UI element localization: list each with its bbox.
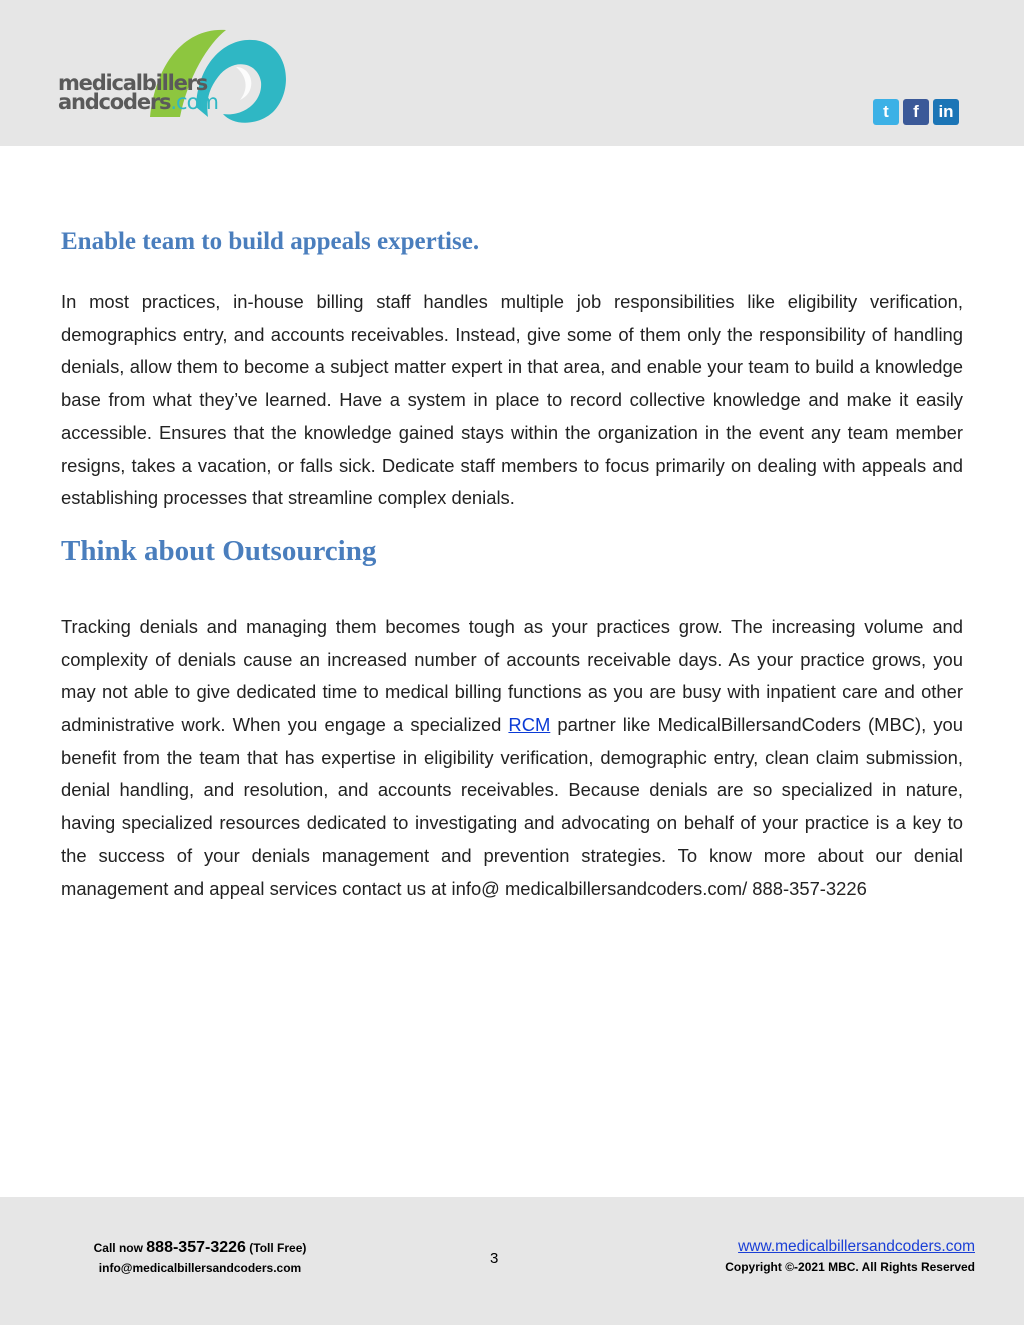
logo-line-2-text: andcoders: [58, 90, 171, 114]
outsourcing-text-before-link: Tracking denials and managing them becomes tough as your practices grow. The increasing volume and complexity of denials cause an increased number of accounts receivable days. As your practice grows, you may not able to give dedicated time to medical billing functions as you are busy with inpatient care and other administrative work. When you engage a specialized: [61, 615, 963, 736]
company-logo[interactable]: [58, 22, 293, 132]
toll-free-label: (Toll Free): [245, 1241, 307, 1255]
linkedin-icon[interactable]: in: [933, 99, 959, 125]
copyright-notice: Copyright ©-2021 MBC. All Rights Reserved: [725, 1260, 975, 1274]
page-number: 3: [490, 1250, 499, 1267]
twitter-icon[interactable]: t: [873, 99, 899, 125]
footer-contact: [82, 1238, 318, 1278]
website-link[interactable]: www.medicalbillersandcoders.com: [738, 1238, 975, 1255]
rcm-link[interactable]: RCM: [508, 714, 551, 736]
logo-wordmark: [58, 71, 218, 114]
footer-phone[interactable]: 888-357-3226: [146, 1239, 246, 1256]
section-body-appeals: In most practices, in-house billing staff handles multiple job responsibilities like eligibility verification, demographics entry, and accounts receivables. Instead, give some of them only the responsibility of handling denials, allow them to become a subject matter expert in that area, and enable your team to build a knowledge base from what they’ve learned. Have a system in place to record collective knowledge and make it easily accessible. Ensures that the knowledge gained stays within the organization in the event any team member resigns, takes a vacation, or falls sick. Dedicate staff members to focus primarily on dealing with appeals and establishing processes that streamline complex denials.: [61, 291, 963, 509]
footer-site-info: [700, 1237, 975, 1277]
logo-line-1: medicalbillers: [58, 71, 208, 95]
section-body-outsourcing: [61, 611, 963, 905]
facebook-icon[interactable]: f: [903, 99, 929, 125]
page-header: [0, 0, 1024, 146]
call-prefix: Call now: [93, 1241, 147, 1255]
page-content: [61, 224, 963, 905]
page-footer: [0, 1197, 1024, 1325]
outsourcing-text-after-link: partner like MedicalBillersandCoders (MBC), you benefit from the team that has expertise in eligibility verification, demographic entry, clean claim submission, denial handling, and resolution, and accounts receivables. Because denials are so specialized in nature, having specialized resources dedicated to investigating and advocating on behalf of your practice is a key to the success of your denials management and prevention strategies. To know more about our denial management and appeal services contact us at info@ medicalbillersandcoders.com/ 888-357-3226: [61, 714, 963, 899]
footer-call-line: [82, 1238, 318, 1258]
section-heading-outsourcing: Think about Outsourcing: [61, 534, 377, 567]
section-heading-appeals: Enable team to build appeals expertise.: [61, 228, 480, 255]
logo-line-2: [58, 90, 218, 114]
footer-email[interactable]: info@medicalbillersandcoders.com: [98, 1261, 302, 1275]
logo-suffix: .com: [170, 90, 218, 114]
social-links: [873, 99, 959, 125]
